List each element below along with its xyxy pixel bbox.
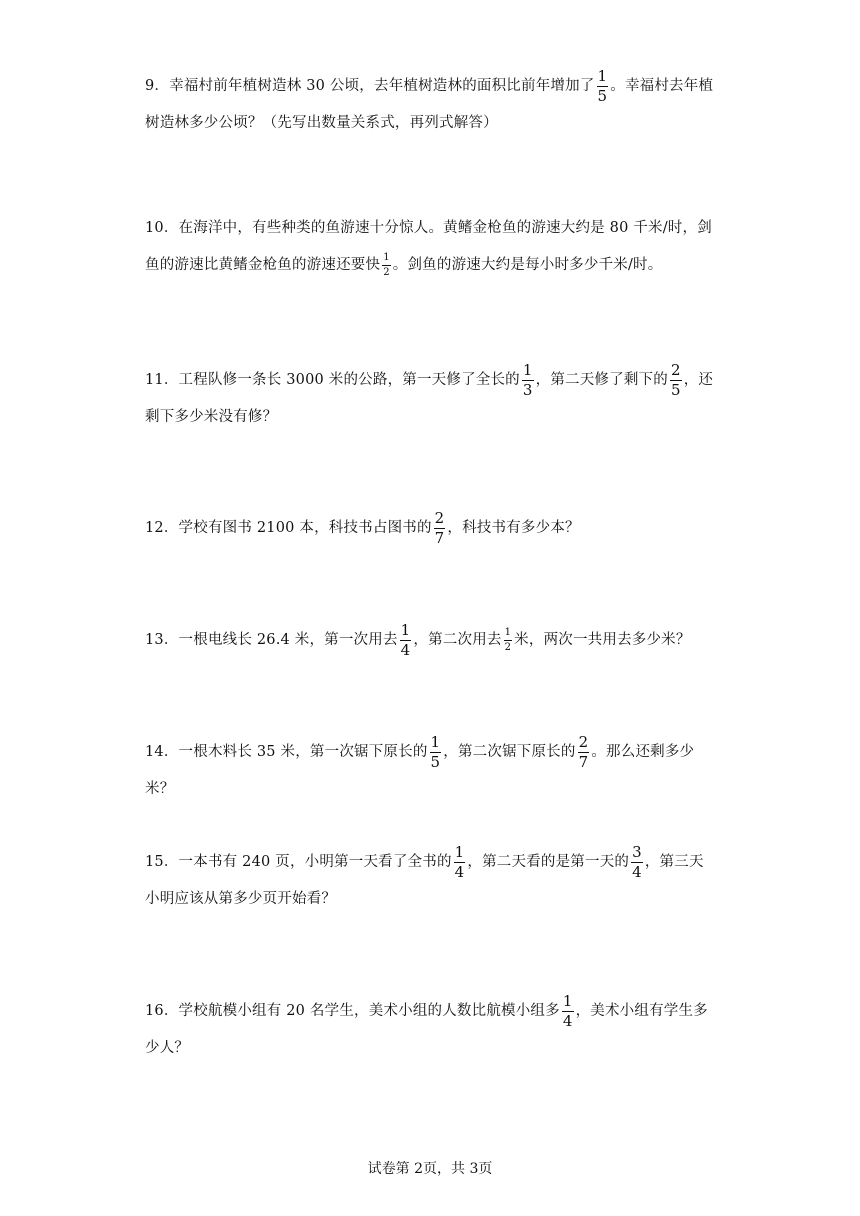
question-text: 。那么还剩多少米？ xyxy=(145,744,695,797)
fraction: $\frac{1}{5}$ xyxy=(597,66,608,105)
question-text: 11．工程队修一条长 3000 米的公路，第一天修了全长的 xyxy=(145,372,520,388)
question-9 xyxy=(145,68,717,142)
fraction: $\frac{1}{4}$ xyxy=(400,620,411,659)
question-12 xyxy=(145,510,717,547)
question-text: ，第二天修了剩下的 xyxy=(535,372,668,388)
page-number-label: 试卷第 2页，共 3页 xyxy=(367,1161,493,1177)
question-text: 米，两次一共用去多少米？ xyxy=(514,632,691,648)
fraction: $\frac{1}{4}$ xyxy=(454,842,465,881)
question-text: 12．学校有图书 2100 本，科技书占图书的 xyxy=(145,520,432,536)
question-text: ，第三天小明应该从第多少页开始看？ xyxy=(145,854,704,907)
question-text: ，还剩下多少米没有修？ xyxy=(145,372,714,425)
question-text: ，美术小组有学生多少人？ xyxy=(145,1003,708,1056)
fraction: $\frac{1}{3}$ xyxy=(522,360,533,399)
fraction: $\frac{3}{4}$ xyxy=(632,842,642,881)
question-text: 9．幸福村前年植树造林 30 公顷，去年植树造林的面积比前年增加了 xyxy=(145,78,595,94)
question-text: ，科技书有多少本？ xyxy=(447,520,580,536)
question-14 xyxy=(145,734,717,808)
question-text: 15．一本书有 240 页，小明第一天看了全书的 xyxy=(145,854,452,870)
fraction: $\frac{1}{2}$ xyxy=(383,251,390,278)
question-text: 10．在海洋中，有些种类的鱼游速十分惊人。黄鳍金枪鱼的游速大约是 80 千米/时，剑鱼的游速比黄鳍金枪鱼的游速还要快 xyxy=(145,220,712,273)
fraction: $\frac{2}{7}$ xyxy=(434,508,445,547)
question-15 xyxy=(145,844,717,918)
fraction: $\frac{2}{5}$ xyxy=(670,360,681,399)
question-text: 。剑鱼的游速大约是每小时多少千米/时。 xyxy=(392,257,663,273)
question-text: 16．学校航模小组有 20 名学生，美术小组的人数比航模小组多 xyxy=(145,1003,560,1019)
question-11 xyxy=(145,362,717,436)
page-footer xyxy=(0,1158,860,1178)
fraction: $\frac{1}{5}$ xyxy=(430,732,441,771)
question-text: 。幸福村去年植树造林多少公顷？（先写出数量关系式，再列式解答） xyxy=(145,78,714,131)
question-text: ，第二天看的是第一天的 xyxy=(467,854,630,870)
question-16 xyxy=(145,993,717,1067)
question-text: ，第二次锯下原长的 xyxy=(443,744,576,760)
question-13 xyxy=(145,622,717,659)
question-text: ，第二次用去 xyxy=(413,632,502,648)
question-10 xyxy=(145,210,717,284)
fraction: $\frac{1}{4}$ xyxy=(562,991,573,1030)
question-text: 14．一根木料长 35 米，第一次锯下原长的 xyxy=(145,744,428,760)
fraction: $\frac{2}{7}$ xyxy=(578,732,589,771)
fraction: $\frac{1}{2}$ xyxy=(504,626,512,653)
question-text: 13．一根电线长 26.4 米，第一次用去 xyxy=(145,632,398,648)
